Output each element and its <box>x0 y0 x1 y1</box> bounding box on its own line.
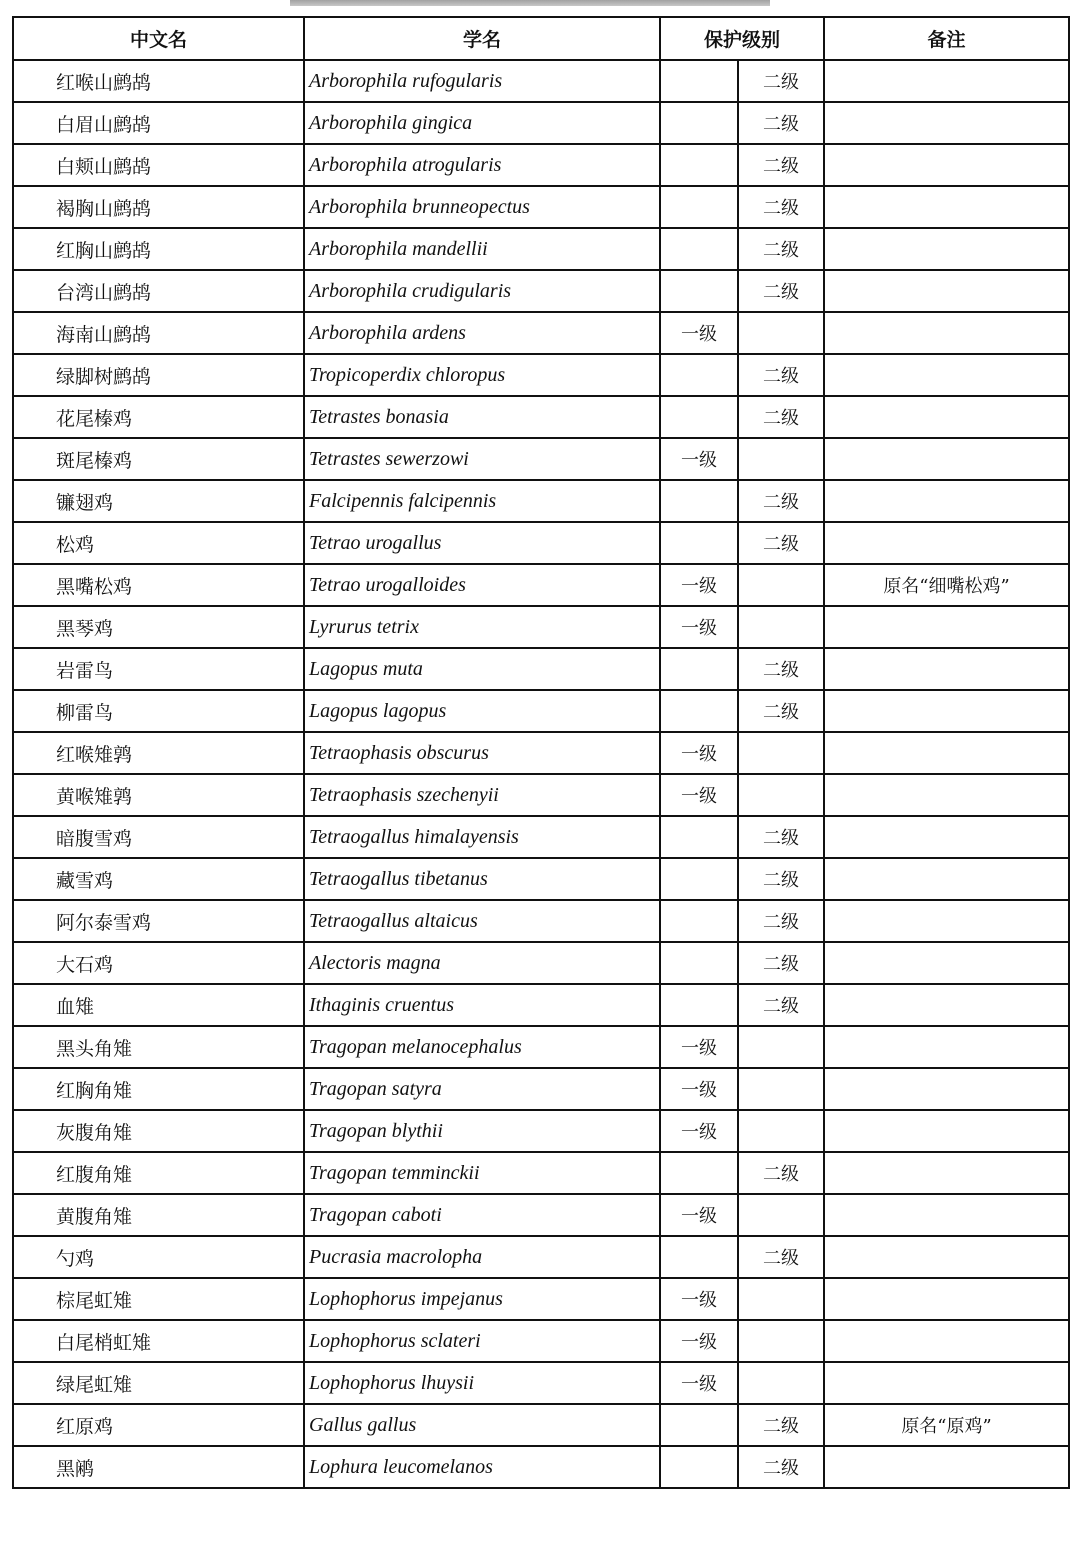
level-two-cell: 二级 <box>738 228 824 270</box>
remarks-cell <box>824 1236 1069 1278</box>
level-one-cell <box>660 102 738 144</box>
scientific-name-cell: Lophura leucomelanos <box>304 1446 660 1488</box>
chinese-name-cell: 白颊山鹧鸪 <box>13 144 304 186</box>
table-row <box>13 396 1069 438</box>
scientific-name-cell: Arborophila mandellii <box>304 228 660 270</box>
level-two-cell: 二级 <box>738 354 824 396</box>
remarks-cell <box>824 1194 1069 1236</box>
chinese-name-cell: 黄腹角雉 <box>13 1194 304 1236</box>
remarks-cell <box>824 1026 1069 1068</box>
remarks-cell <box>824 480 1069 522</box>
remarks-cell <box>824 312 1069 354</box>
scientific-name-cell: Tragopan caboti <box>304 1194 660 1236</box>
protected-species-table <box>12 16 1070 1489</box>
scientific-name-cell: Tragopan temminckii <box>304 1152 660 1194</box>
level-two-cell <box>738 1362 824 1404</box>
chinese-name-cell: 松鸡 <box>13 522 304 564</box>
level-two-cell <box>738 1110 824 1152</box>
chinese-name-cell: 大石鸡 <box>13 942 304 984</box>
level-two-cell: 二级 <box>738 480 824 522</box>
remarks-cell <box>824 900 1069 942</box>
table-row <box>13 564 1069 606</box>
level-one-cell <box>660 900 738 942</box>
level-one-cell <box>660 480 738 522</box>
header-protection-level: 保护级别 <box>660 17 824 60</box>
level-one-cell <box>660 1236 738 1278</box>
scientific-name-cell: Tetraogallus tibetanus <box>304 858 660 900</box>
table-row <box>13 522 1069 564</box>
chinese-name-cell: 白尾梢虹雉 <box>13 1320 304 1362</box>
scientific-name-cell: Lophophorus lhuysii <box>304 1362 660 1404</box>
level-one-cell <box>660 690 738 732</box>
chinese-name-cell: 黄喉雉鹑 <box>13 774 304 816</box>
remarks-cell <box>824 1362 1069 1404</box>
remarks-cell <box>824 1446 1069 1488</box>
table-row <box>13 270 1069 312</box>
chinese-name-cell: 阿尔泰雪鸡 <box>13 900 304 942</box>
chinese-name-cell: 斑尾榛鸡 <box>13 438 304 480</box>
level-two-cell <box>738 1278 824 1320</box>
table-row <box>13 480 1069 522</box>
remarks-cell <box>824 354 1069 396</box>
chinese-name-cell: 绿脚树鹧鸪 <box>13 354 304 396</box>
table-row <box>13 1026 1069 1068</box>
remarks-cell <box>824 1278 1069 1320</box>
remarks-cell <box>824 1320 1069 1362</box>
chinese-name-cell: 柳雷鸟 <box>13 690 304 732</box>
chinese-name-cell: 红喉雉鹑 <box>13 732 304 774</box>
scientific-name-cell: Arborophila ardens <box>304 312 660 354</box>
level-two-cell: 二级 <box>738 648 824 690</box>
level-one-cell <box>660 228 738 270</box>
level-one-cell <box>660 144 738 186</box>
chinese-name-cell: 岩雷鸟 <box>13 648 304 690</box>
remarks-cell <box>824 144 1069 186</box>
chinese-name-cell: 黑鹇 <box>13 1446 304 1488</box>
table-row <box>13 1278 1069 1320</box>
level-one-cell: 一级 <box>660 438 738 480</box>
chinese-name-cell: 红原鸡 <box>13 1404 304 1446</box>
scientific-name-cell: Tragopan satyra <box>304 1068 660 1110</box>
level-one-cell: 一级 <box>660 1068 738 1110</box>
table-row <box>13 60 1069 102</box>
level-two-cell: 二级 <box>738 900 824 942</box>
chinese-name-cell: 灰腹角雉 <box>13 1110 304 1152</box>
level-one-cell <box>660 396 738 438</box>
table-row <box>13 1446 1069 1488</box>
remarks-cell <box>824 816 1069 858</box>
table-row <box>13 984 1069 1026</box>
remarks-cell <box>824 774 1069 816</box>
level-two-cell <box>738 732 824 774</box>
table-row <box>13 1320 1069 1362</box>
table-row <box>13 438 1069 480</box>
table-row <box>13 648 1069 690</box>
remarks-cell <box>824 228 1069 270</box>
level-two-cell <box>738 1068 824 1110</box>
scientific-name-cell: Arborophila atrogularis <box>304 144 660 186</box>
table-row <box>13 1404 1069 1446</box>
level-one-cell <box>660 942 738 984</box>
level-one-cell <box>660 60 738 102</box>
level-one-cell: 一级 <box>660 1320 738 1362</box>
chinese-name-cell: 红胸山鹧鸪 <box>13 228 304 270</box>
chinese-name-cell: 黑琴鸡 <box>13 606 304 648</box>
table-row <box>13 900 1069 942</box>
level-one-cell <box>660 354 738 396</box>
level-one-cell <box>660 186 738 228</box>
level-two-cell <box>738 606 824 648</box>
table-row <box>13 690 1069 732</box>
scientific-name-cell: Alectoris magna <box>304 942 660 984</box>
level-one-cell <box>660 1152 738 1194</box>
level-two-cell: 二级 <box>738 144 824 186</box>
chinese-name-cell: 褐胸山鹧鸪 <box>13 186 304 228</box>
table-row <box>13 102 1069 144</box>
scientific-name-cell: Lophophorus impejanus <box>304 1278 660 1320</box>
chinese-name-cell: 白眉山鹧鸪 <box>13 102 304 144</box>
scientific-name-cell: Ithaginis cruentus <box>304 984 660 1026</box>
header-remarks: 备注 <box>824 17 1069 60</box>
remarks-cell <box>824 732 1069 774</box>
chinese-name-cell: 棕尾虹雉 <box>13 1278 304 1320</box>
scientific-name-cell: Falcipennis falcipennis <box>304 480 660 522</box>
remarks-cell <box>824 1152 1069 1194</box>
table-row <box>13 858 1069 900</box>
chinese-name-cell: 勺鸡 <box>13 1236 304 1278</box>
table-row <box>13 732 1069 774</box>
scientific-name-cell: Pucrasia macrolopha <box>304 1236 660 1278</box>
chinese-name-cell: 花尾榛鸡 <box>13 396 304 438</box>
table-row <box>13 186 1069 228</box>
table-row <box>13 312 1069 354</box>
level-one-cell <box>660 648 738 690</box>
level-two-cell: 二级 <box>738 186 824 228</box>
level-one-cell: 一级 <box>660 312 738 354</box>
chinese-name-cell: 红胸角雉 <box>13 1068 304 1110</box>
scientific-name-cell: Lagopus lagopus <box>304 690 660 732</box>
scientific-name-cell: Tetraophasis szechenyii <box>304 774 660 816</box>
chinese-name-cell: 镰翅鸡 <box>13 480 304 522</box>
level-two-cell: 二级 <box>738 1446 824 1488</box>
level-one-cell <box>660 1446 738 1488</box>
scientific-name-cell: Tragopan melanocephalus <box>304 1026 660 1068</box>
table-row <box>13 1194 1069 1236</box>
scientific-name-cell: Tetraogallus altaicus <box>304 900 660 942</box>
level-two-cell: 二级 <box>738 522 824 564</box>
level-two-cell: 二级 <box>738 396 824 438</box>
level-two-cell <box>738 564 824 606</box>
level-two-cell: 二级 <box>738 1236 824 1278</box>
level-one-cell: 一级 <box>660 606 738 648</box>
level-two-cell: 二级 <box>738 60 824 102</box>
level-two-cell: 二级 <box>738 1152 824 1194</box>
level-two-cell <box>738 312 824 354</box>
table-row <box>13 1152 1069 1194</box>
remarks-cell <box>824 648 1069 690</box>
scientific-name-cell: Arborophila rufogularis <box>304 60 660 102</box>
chinese-name-cell: 黑头角雉 <box>13 1026 304 1068</box>
chinese-name-cell: 绿尾虹雉 <box>13 1362 304 1404</box>
level-two-cell <box>738 774 824 816</box>
remarks-cell: 原名“细嘴松鸡” <box>824 564 1069 606</box>
remarks-cell <box>824 186 1069 228</box>
level-one-cell <box>660 1404 738 1446</box>
level-one-cell: 一级 <box>660 564 738 606</box>
level-two-cell: 二级 <box>738 270 824 312</box>
level-one-cell: 一级 <box>660 732 738 774</box>
scientific-name-cell: Tetrao urogallus <box>304 522 660 564</box>
remarks-cell <box>824 1110 1069 1152</box>
table-row <box>13 354 1069 396</box>
scientific-name-cell: Tetraophasis obscurus <box>304 732 660 774</box>
scientific-name-cell: Tragopan blythii <box>304 1110 660 1152</box>
level-two-cell: 二级 <box>738 984 824 1026</box>
remarks-cell <box>824 1068 1069 1110</box>
chinese-name-cell: 藏雪鸡 <box>13 858 304 900</box>
remarks-cell <box>824 690 1069 732</box>
table-row <box>13 606 1069 648</box>
remarks-cell <box>824 858 1069 900</box>
chinese-name-cell: 台湾山鹧鸪 <box>13 270 304 312</box>
chinese-name-cell: 血雉 <box>13 984 304 1026</box>
level-one-cell: 一级 <box>660 1362 738 1404</box>
level-one-cell: 一级 <box>660 1278 738 1320</box>
document-page <box>12 16 1068 1489</box>
cropped-heading-remnant <box>290 0 770 6</box>
scientific-name-cell: Gallus gallus <box>304 1404 660 1446</box>
scientific-name-cell: Tetrao urogalloides <box>304 564 660 606</box>
scientific-name-cell: Arborophila crudigularis <box>304 270 660 312</box>
scientific-name-cell: Tropicoperdix chloropus <box>304 354 660 396</box>
remarks-cell <box>824 606 1069 648</box>
level-two-cell: 二级 <box>738 942 824 984</box>
table-row <box>13 1068 1069 1110</box>
level-one-cell <box>660 816 738 858</box>
level-two-cell: 二级 <box>738 690 824 732</box>
remarks-cell: 原名“原鸡” <box>824 1404 1069 1446</box>
scientific-name-cell: Lophophorus sclateri <box>304 1320 660 1362</box>
table-body <box>13 60 1069 1488</box>
table-row <box>13 144 1069 186</box>
remarks-cell <box>824 522 1069 564</box>
chinese-name-cell: 红喉山鹧鸪 <box>13 60 304 102</box>
remarks-cell <box>824 102 1069 144</box>
table-row <box>13 816 1069 858</box>
level-one-cell <box>660 984 738 1026</box>
table-header-row <box>13 17 1069 60</box>
level-one-cell: 一级 <box>660 774 738 816</box>
scientific-name-cell: Tetrastes bonasia <box>304 396 660 438</box>
table-row <box>13 1362 1069 1404</box>
level-two-cell <box>738 438 824 480</box>
table-row <box>13 1236 1069 1278</box>
level-two-cell: 二级 <box>738 816 824 858</box>
level-two-cell: 二级 <box>738 102 824 144</box>
level-one-cell: 一级 <box>660 1194 738 1236</box>
level-two-cell <box>738 1026 824 1068</box>
remarks-cell <box>824 396 1069 438</box>
chinese-name-cell: 海南山鹧鸪 <box>13 312 304 354</box>
chinese-name-cell: 红腹角雉 <box>13 1152 304 1194</box>
table-row <box>13 228 1069 270</box>
table-row <box>13 1110 1069 1152</box>
remarks-cell <box>824 942 1069 984</box>
table-row <box>13 774 1069 816</box>
level-two-cell: 二级 <box>738 858 824 900</box>
remarks-cell <box>824 984 1069 1026</box>
level-one-cell: 一级 <box>660 1110 738 1152</box>
remarks-cell <box>824 438 1069 480</box>
scientific-name-cell: Arborophila gingica <box>304 102 660 144</box>
level-one-cell <box>660 270 738 312</box>
header-chinese-name: 中文名 <box>13 17 304 60</box>
scientific-name-cell: Tetrastes sewerzowi <box>304 438 660 480</box>
level-two-cell: 二级 <box>738 1404 824 1446</box>
level-two-cell <box>738 1320 824 1362</box>
level-one-cell <box>660 522 738 564</box>
scientific-name-cell: Lagopus muta <box>304 648 660 690</box>
level-one-cell <box>660 858 738 900</box>
scientific-name-cell: Lyrurus tetrix <box>304 606 660 648</box>
table-row <box>13 942 1069 984</box>
remarks-cell <box>824 60 1069 102</box>
level-two-cell <box>738 1194 824 1236</box>
chinese-name-cell: 黑嘴松鸡 <box>13 564 304 606</box>
remarks-cell <box>824 270 1069 312</box>
level-one-cell: 一级 <box>660 1026 738 1068</box>
chinese-name-cell: 暗腹雪鸡 <box>13 816 304 858</box>
scientific-name-cell: Tetraogallus himalayensis <box>304 816 660 858</box>
scientific-name-cell: Arborophila brunneopectus <box>304 186 660 228</box>
header-scientific-name: 学名 <box>304 17 660 60</box>
